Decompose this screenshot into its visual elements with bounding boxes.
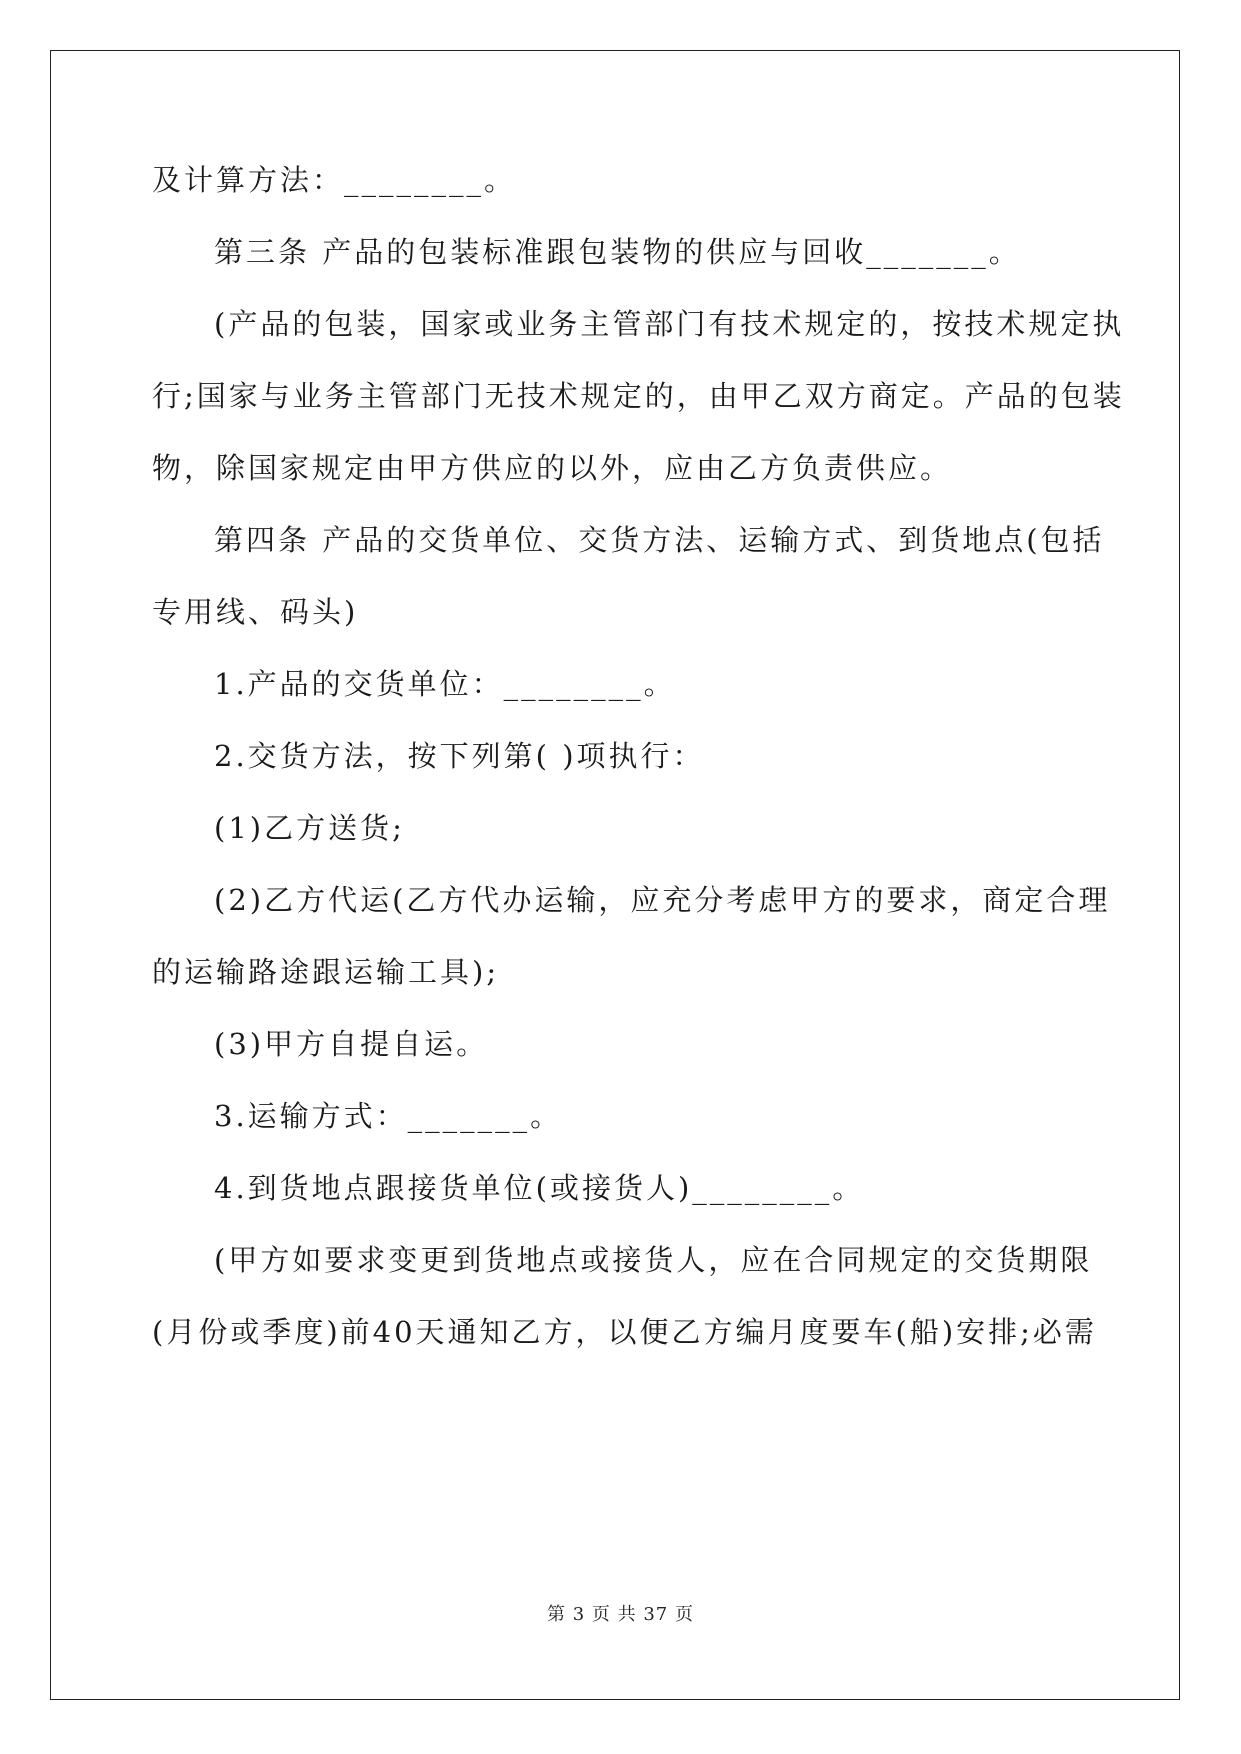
paragraph-line: (产品的包装，国家或业务主管部门有技术规定的，按技术规定执 xyxy=(214,307,1125,341)
article-four-heading: 第四条 产品的交货单位、交货方法、运输方式、到货地点(包括 xyxy=(214,523,1105,557)
list-item: 4.到货地点跟接货单位(或接货人)________。 xyxy=(214,1171,865,1205)
paragraph-line: 物，除国家规定由甲方供应的以外，应由乙方负责供应。 xyxy=(152,451,953,485)
list-item: 2.交货方法，按下列第( )项执行： xyxy=(214,739,705,773)
paragraph-line: 行;国家与业务主管部门无技术规定的，由甲乙双方商定。产品的包装 xyxy=(152,379,1125,413)
paragraph-line: 的运输路途跟运输工具); xyxy=(152,955,500,989)
page-border xyxy=(50,50,1180,1700)
list-item: 1.产品的交货单位：________。 xyxy=(214,667,676,701)
list-item: (3)甲方自提自运。 xyxy=(214,1027,489,1061)
list-item: (1)乙方送货; xyxy=(214,811,405,845)
paragraph-line: 及计算方法：________。 xyxy=(152,163,517,197)
paragraph-line: (甲方如要求变更到货地点或接货人，应在合同规定的交货期限 xyxy=(214,1243,1093,1277)
paragraph-line: 专用线、码头) xyxy=(152,595,359,629)
article-three-heading: 第三条 产品的包装标准跟包装物的供应与回收_______。 xyxy=(214,235,1021,269)
list-item: 3.运输方式：_______。 xyxy=(214,1099,563,1133)
list-item: (2)乙方代运(乙方代办运输，应充分考虑甲方的要求，商定合理 xyxy=(214,883,1111,917)
page-number-footer: 第 3 页 共 37 页 xyxy=(547,1604,694,1625)
paragraph-line: (月份或季度)前40天通知乙方，以便乙方编月度要车(船)安排;必需 xyxy=(152,1315,1097,1349)
